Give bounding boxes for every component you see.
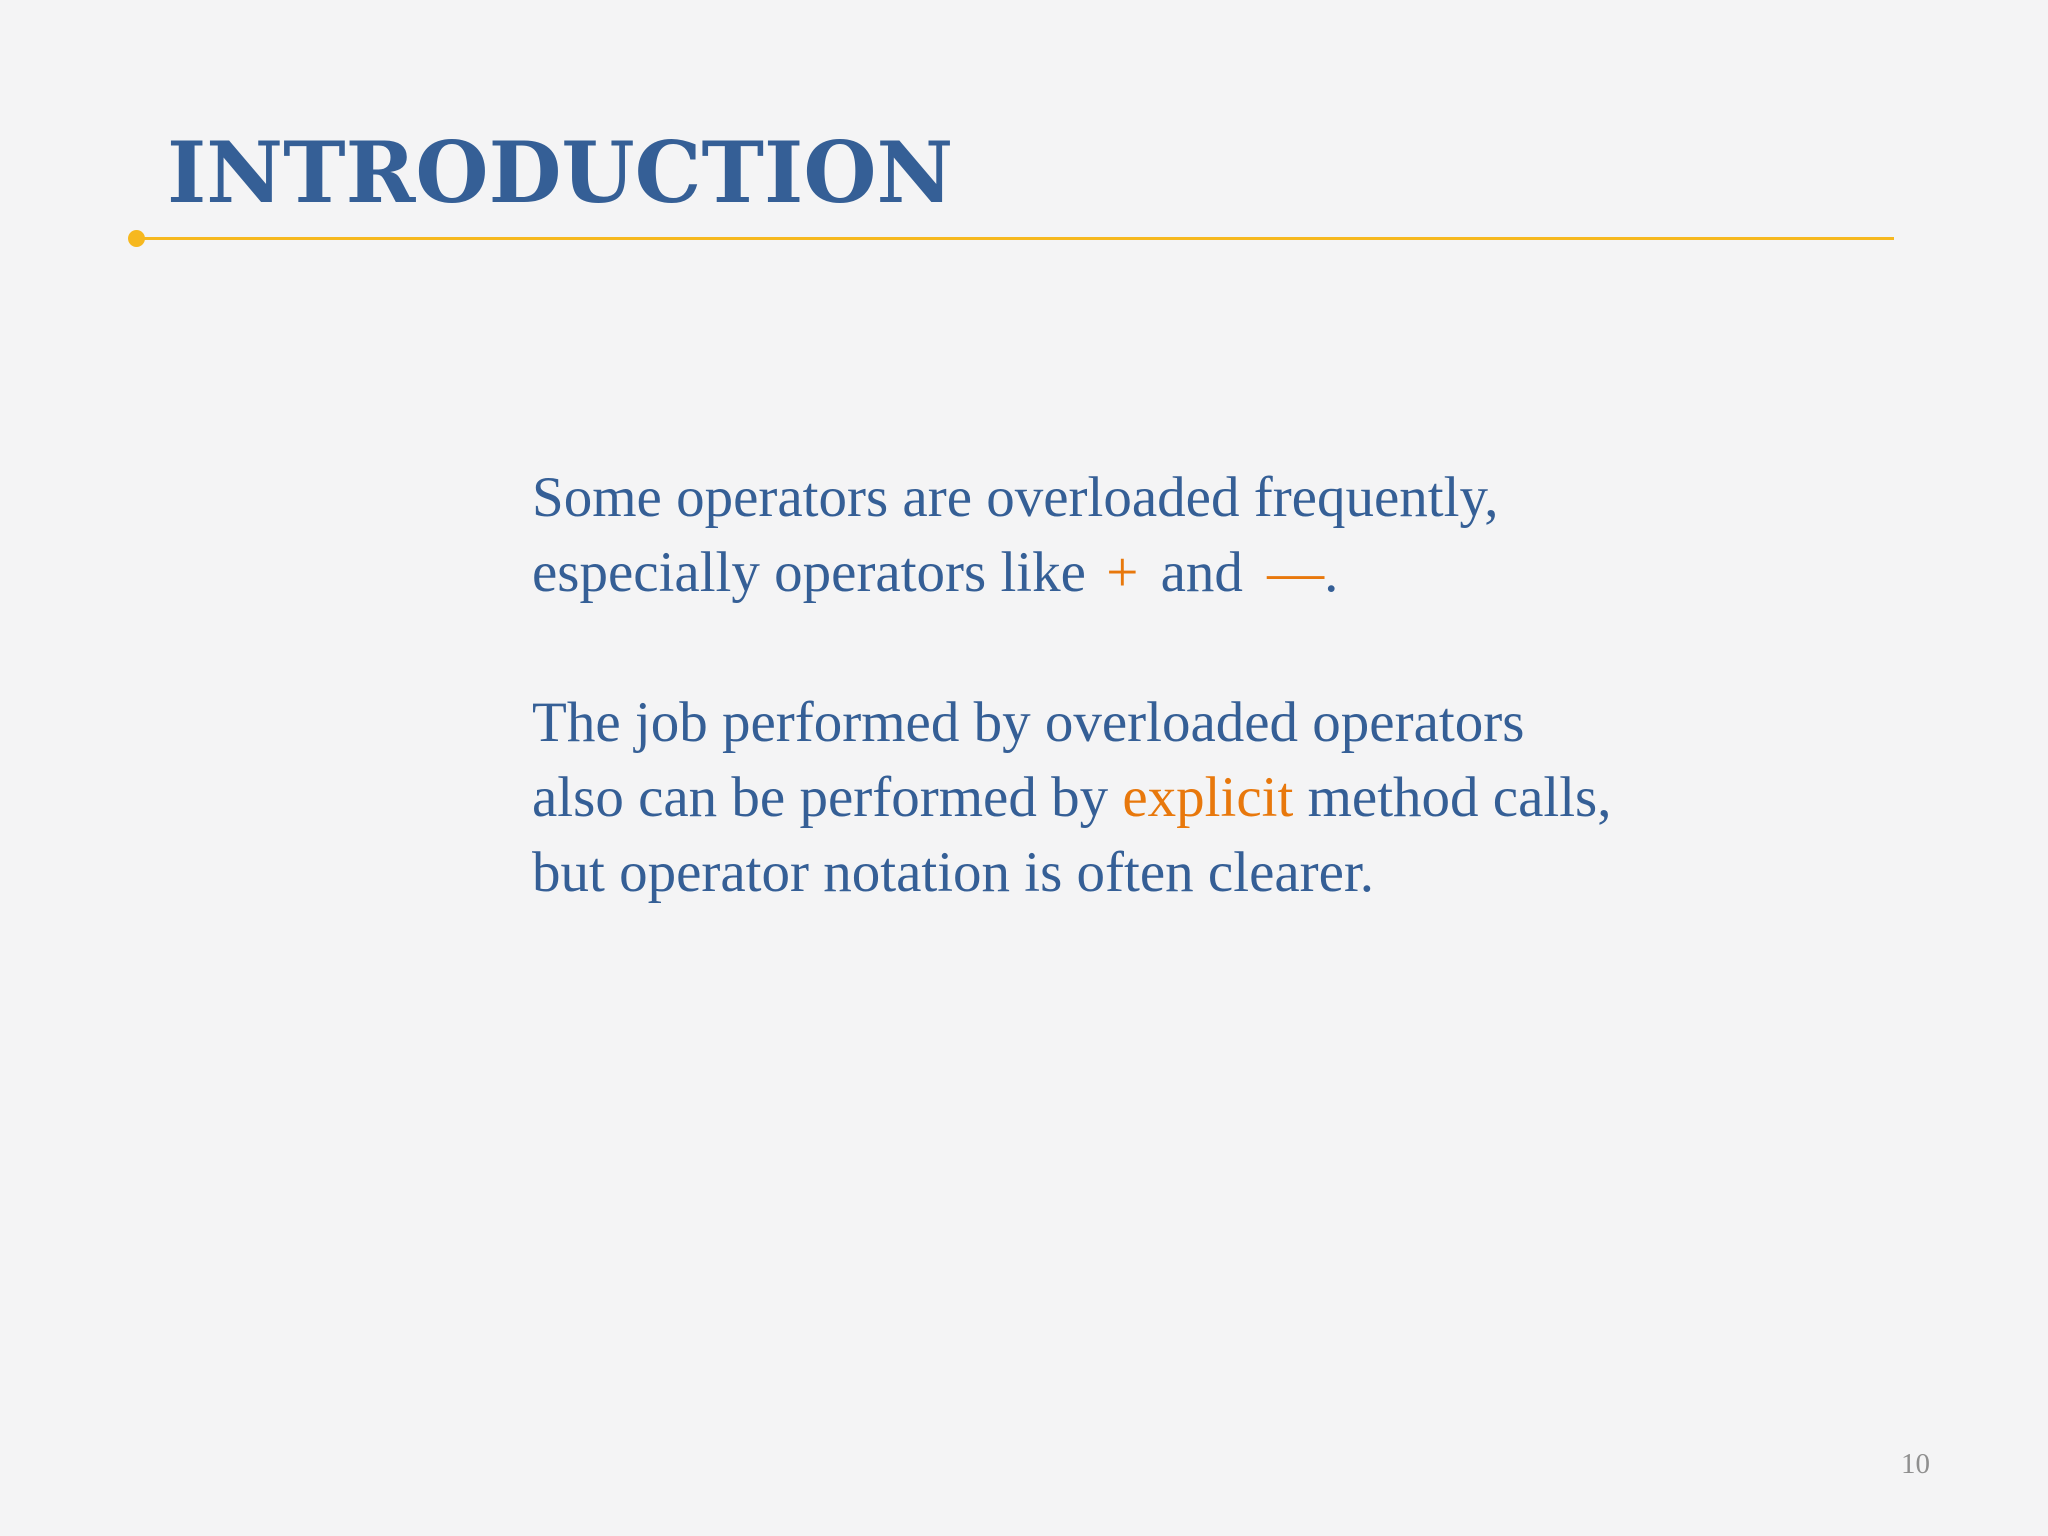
paragraph-gap [532,610,1732,685]
title-rule [136,237,1894,240]
connector-and: and [1160,541,1243,604]
paragraph-1-line-2-prefix: especially operators like [532,541,1086,604]
slide-title: INTRODUCTION [167,123,954,222]
slide-body [532,460,1732,910]
minus-operator: — [1267,541,1325,604]
paragraph-2-line-2-suffix: method calls, [1307,766,1612,829]
paragraph-2-line-2-prefix: also can be performed by [532,766,1109,829]
highlight-word-explicit: explicit [1122,766,1294,829]
paragraph-1-line-2 [532,535,1732,610]
paragraph-2-line-1: The job performed by overloaded operators [532,691,1525,754]
paragraph-2-line-2 [532,760,1732,835]
page-number: 10 [1901,1448,1930,1480]
paragraph-2-line-3: but operator notation is often clearer. [532,841,1375,904]
plus-operator: + [1106,541,1139,604]
paragraph-1-line-2-end: . [1324,541,1339,604]
paragraph-1-line-1: Some operators are overloaded frequently, [532,466,1499,529]
